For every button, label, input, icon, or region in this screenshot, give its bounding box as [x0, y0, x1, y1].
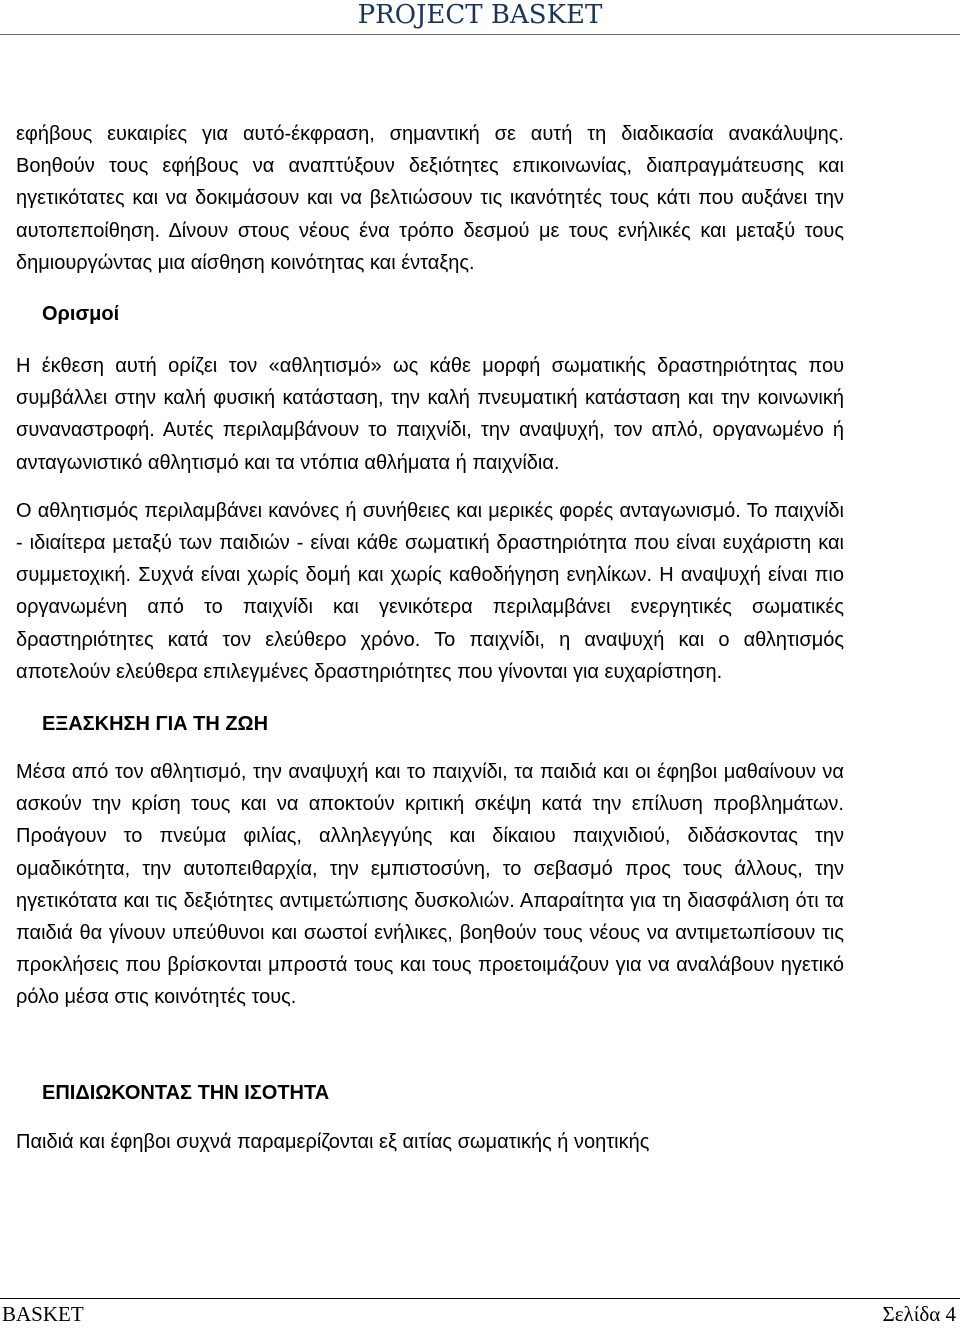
document-body — [16, 118, 844, 1158]
heading-definitions: Ορισμοί — [42, 303, 120, 326]
paragraph-definitions: Η έκθεση αυτή ορίζει τον «αθλητισμό» ως κάθε μορφή σωματικής δραστηριότητας που συμβάλλει στην καλή φυσική κατάσταση, την καλή πνευματική κατάσταση και την κοινωνική συναναστροφή. Αυτές περιλαμβάνουν το παιχνίδι, την αναψυχή, τον απλό, οργανωμένο ή ανταγωνιστικό αθλητισμό και τα ντόπια αθλήματα ή παιχνίδια. — [16, 355, 844, 474]
footer-divider — [0, 1298, 960, 1299]
header-divider — [0, 34, 960, 35]
footer-project-name: BASKET — [2, 1302, 84, 1326]
paragraph-equality: Παιδιά και έφηβοι συχνά παραμερίζονται εξ αιτίας σωματικής ή νοητικής — [16, 1130, 650, 1153]
paragraph-intro: εφήβους ευκαιρίες για αυτό-έκφραση, σημαντική σε αυτή τη διαδικασία ανακάλυψης. Βοηθούν τους εφήβους να αναπτύξουν δεξιότητες επικοινωνίας, διαπραγμάτευσης και ηγετικότατες και να δοκιμάσουν και να βελτιώσουν τις ικανότητές τους κάτι που αυξάνει την αυτοπεποίθηση. Δίνουν στους νέους ένα τρόπο δεσμού με τους ενήλικές και μεταξύ τους δημιουργώντας μια αίσθηση κοινότητας και ένταξης. — [16, 123, 844, 274]
paragraph-training-for-life: Μέσα από τον αθλητισμό, την αναψυχή και το παιχνίδι, τα παιδιά και οι έφηβοι μαθαίνουν να ασκούν την κρίση τους και να αποκτούν κριτική σκέψη κατά την επίλυση προβλημάτων. Προάγουν το πνεύμα φιλίας, αλληλεγγύης και δίκαιου παιχνιδιού, διδάσκοντας την ομαδικότητα, την αυτοπειθαρχία, την εμπιστοσύνη, το σεβασμό προς τους άλλους, την ηγετικότατα και τις δεξιότητες αντιμετώπισης δυσκολιών. Απαραίτητα για τη διασφάλιση ότι τα παιδιά θα γίνουν υπεύθυνοι και σωστοί ενήλικες, βοηθούν τους νέους να αντιμετωπίσουν τις προκλήσεις που βρίσκονται μπροστά τους και τους προετοιμάζουν για να αναλάβουν ηγετικό ρόλο μέσα στις κοινότητές τους. — [16, 761, 844, 1009]
page-header-title: PROJECT BASKET — [357, 0, 603, 30]
paragraph-sport-play: Ο αθλητισμός περιλαμβάνει κανόνες ή συνήθειες και μερικές φορές ανταγωνισμό. Το παιχνίδι - ιδιαίτερα μεταξύ των παιδιών - είναι κάθε σωματική δραστηριότητα που είναι ευχάριστη και συμμετοχική. Συχνά είναι χωρίς δομή και χωρίς καθοδήγηση ενηλίκων. Η αναψυχή είναι πιο οργανωμένη από το παιχνίδι και γενικότερα περιλαμβάνει ενεργητικές σωματικές δραστηριότητες κατά τον ελεύθερο χρόνο. Το παιχνίδι, η αναψυχή και ο αθλητισμός αποτελούν ελεύθερα επιλεγμένες δραστηριότητες που γίνονται για ευχαρίστηση. — [16, 499, 844, 683]
heading-training-for-life: ΕΞΑΣΚΗΣΗ ΓΙΑ ΤΗ ΖΩΗ — [42, 713, 269, 736]
heading-pursuing-equality: ΕΠΙΔΙΩΚΟΝΤΑΣ ΤΗΝ ΙΣΟΤΗΤΑ — [42, 1081, 330, 1104]
footer-page-number: Σελίδα 4 — [882, 1302, 956, 1326]
